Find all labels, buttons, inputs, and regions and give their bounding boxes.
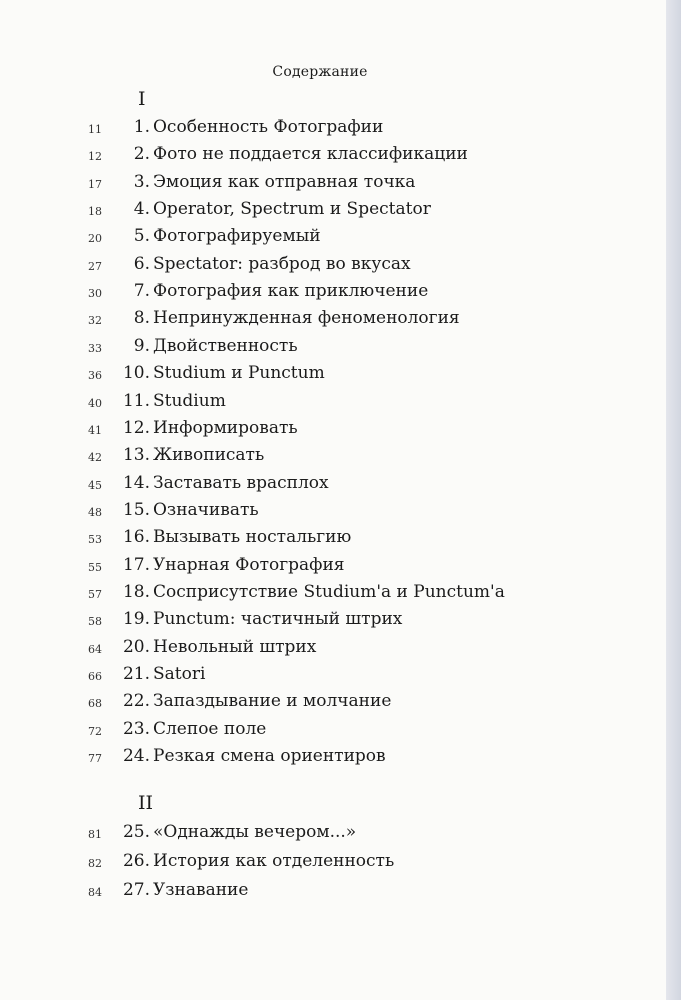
chapter-title: Непринужденная феноменология	[153, 308, 460, 329]
chapter-number: 5.	[133, 226, 150, 247]
chapter-title: Унарная Фотография	[153, 554, 345, 575]
toc-entry[interactable]	[0, 473, 560, 495]
page-number: 36	[88, 369, 102, 383]
toc-entry[interactable]	[0, 691, 560, 713]
chapter-number: 10.	[122, 363, 150, 384]
chapter-number: 3.	[133, 171, 150, 192]
toc-entry[interactable]	[0, 746, 560, 768]
chapter-number: 4.	[133, 199, 150, 220]
page-number: 72	[88, 724, 102, 738]
page-number: 30	[88, 287, 102, 301]
page-number: 53	[88, 533, 102, 547]
chapter-title: История как отделенность	[153, 851, 395, 871]
chapter-number: 12.	[122, 417, 150, 438]
toc-entry[interactable]	[0, 500, 560, 522]
page-number: 27	[88, 259, 102, 273]
toc-entry[interactable]	[0, 637, 560, 659]
page-number: 17	[88, 177, 102, 191]
chapter-number: 8.	[133, 308, 150, 329]
part-heading-2: II	[138, 792, 154, 814]
chapter-number: 18.	[122, 581, 150, 602]
page-number: 33	[88, 341, 102, 355]
chapter-number: 24.	[122, 746, 150, 767]
chapter-title: Узнавание	[153, 880, 249, 900]
chapter-title: Satori	[153, 664, 206, 684]
chapter-title: Информировать	[153, 417, 298, 438]
chapter-title: Невольный штрих	[153, 636, 317, 657]
chapter-title: Резкая смена ориентиров	[153, 746, 386, 767]
page-number: 84	[88, 886, 102, 899]
chapter-title: Studium и Punctum	[153, 363, 325, 384]
part-heading-1: I	[138, 88, 146, 110]
page-number: 40	[88, 396, 102, 410]
toc-entry[interactable]	[0, 822, 560, 844]
page-number: 20	[88, 232, 102, 246]
toc-entry[interactable]	[0, 664, 560, 686]
page-edge	[666, 0, 681, 1000]
chapter-title: Фотографируемый	[153, 226, 321, 247]
chapter-title: Сосприсутствие Studium'а и Punctum'а	[153, 581, 505, 602]
chapter-title: Studium	[153, 390, 226, 411]
toc-entry[interactable]	[0, 281, 560, 303]
toc-title: Содержание	[272, 64, 368, 80]
toc-entry[interactable]	[0, 336, 560, 358]
page-number: 64	[88, 642, 102, 656]
chapter-number: 27.	[122, 880, 150, 900]
page-number: 82	[88, 857, 102, 870]
chapter-title: Эмоция как отправная точка	[153, 171, 416, 192]
chapter-title: Spectator: разброд во вкусах	[153, 253, 411, 274]
chapter-title: Запаздывание и молчание	[153, 691, 392, 712]
page-number: 11	[88, 123, 102, 136]
chapter-title: «Однажды вечером...»	[153, 822, 357, 842]
toc-entry[interactable]	[0, 555, 560, 577]
page-number: 77	[88, 752, 102, 766]
toc-entry[interactable]	[0, 880, 560, 902]
page-number: 81	[88, 828, 102, 841]
chapter-title: Слепое поле	[153, 718, 267, 739]
page-number: 55	[88, 560, 102, 574]
chapter-number: 21.	[122, 664, 150, 684]
chapter-title: Фотография как приключение	[153, 281, 429, 302]
toc-entry[interactable]	[0, 226, 560, 248]
chapter-number: 7.	[133, 281, 150, 302]
page-number: 48	[88, 505, 102, 519]
page-number: 68	[88, 697, 102, 711]
chapter-title: Особенность Фотографии	[153, 117, 384, 137]
toc-entry[interactable]	[0, 609, 560, 631]
page-number: 18	[88, 205, 102, 219]
page-number: 58	[88, 615, 102, 629]
chapter-number: 22.	[122, 691, 150, 712]
page-number: 57	[88, 587, 102, 601]
chapter-number: 9.	[133, 335, 150, 356]
toc-entry[interactable]	[0, 445, 560, 467]
toc-entry[interactable]	[0, 851, 560, 873]
chapter-title: Вызывать ностальгию	[153, 527, 352, 548]
chapter-number: 17.	[122, 554, 150, 575]
page-number: 42	[88, 451, 102, 465]
toc-entry[interactable]	[0, 117, 560, 139]
chapter-number: 19.	[122, 609, 150, 630]
toc-entry[interactable]	[0, 254, 560, 276]
chapter-title: Живописать	[153, 445, 265, 466]
chapter-number: 2.	[133, 144, 150, 165]
toc-entry[interactable]	[0, 172, 560, 194]
chapter-title: Фото не поддается классификации	[153, 144, 468, 165]
chapter-number: 14.	[122, 472, 150, 493]
chapter-number: 1.	[133, 117, 150, 137]
page-number: 32	[88, 314, 102, 328]
toc-entry[interactable]	[0, 363, 560, 385]
chapter-title: Заставать врасплох	[153, 472, 329, 493]
toc-entry[interactable]	[0, 719, 560, 741]
toc-entry[interactable]	[0, 144, 560, 166]
chapter-number: 23.	[122, 718, 150, 739]
page-number: 41	[88, 423, 102, 437]
chapter-number: 6.	[133, 253, 150, 274]
toc-entry[interactable]	[0, 527, 560, 549]
toc-entry[interactable]	[0, 199, 560, 221]
chapter-number: 11.	[122, 390, 150, 411]
chapter-title: Punctum: частичный штрих	[153, 609, 403, 630]
page-number: 45	[88, 478, 102, 492]
page-number: 66	[88, 670, 102, 683]
chapter-number: 25.	[122, 822, 150, 842]
toc-entry[interactable]	[0, 391, 560, 413]
chapter-title: Двойственность	[153, 335, 298, 356]
chapter-number: 20.	[122, 636, 150, 657]
page-number: 12	[88, 150, 102, 164]
chapter-number: 15.	[122, 499, 150, 520]
toc-entry[interactable]	[0, 418, 560, 440]
toc-entry[interactable]	[0, 308, 560, 330]
chapter-number: 26.	[122, 851, 150, 871]
chapter-title: Operator, Spectrum и Spectator	[153, 199, 431, 220]
chapter-number: 13.	[122, 445, 150, 466]
chapter-title: Означивать	[153, 499, 259, 520]
chapter-number: 16.	[122, 527, 150, 548]
toc-entry[interactable]	[0, 582, 560, 604]
